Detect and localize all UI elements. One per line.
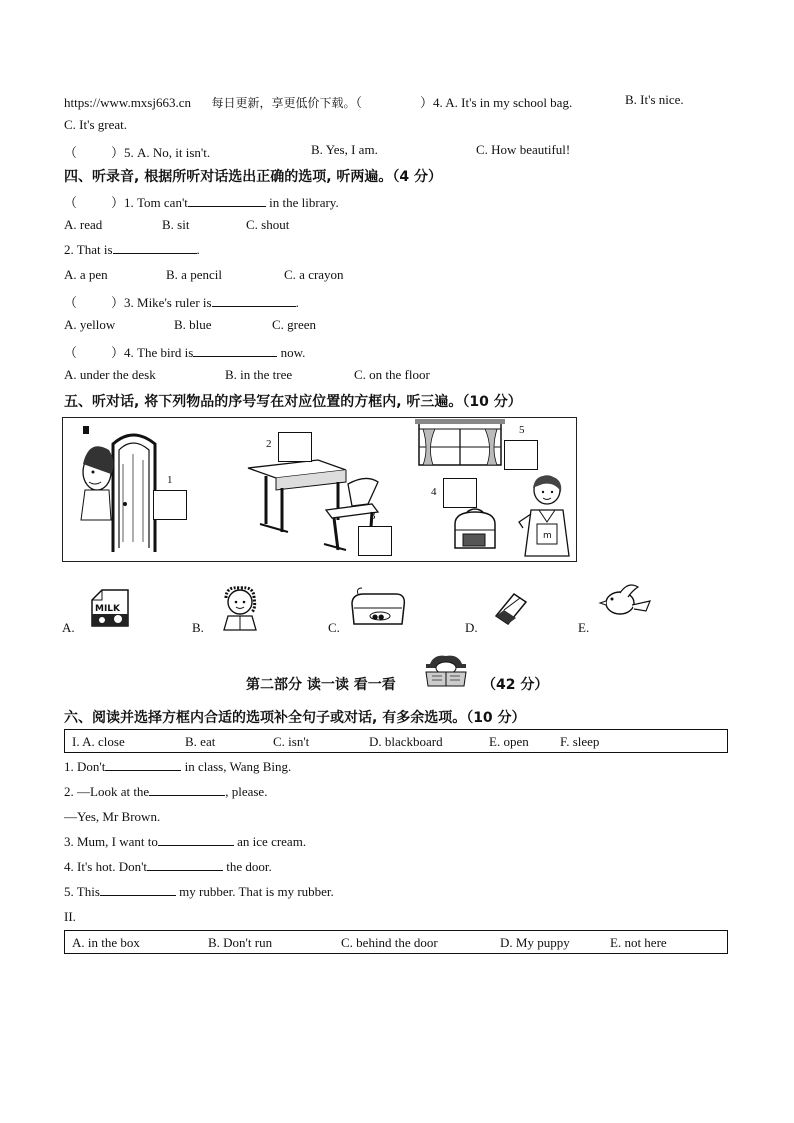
box-number-1: 1	[167, 474, 173, 486]
box2-option: B. Don't run	[208, 935, 273, 950]
svg-text:MILK: MILK	[95, 604, 121, 614]
rubber-icon	[490, 590, 530, 630]
s4-q3-option-b: B. blue	[174, 317, 212, 332]
box1-option: F. sleep	[560, 734, 600, 749]
box1-option: I. A. close	[72, 734, 125, 749]
doll-icon	[216, 586, 266, 634]
option-label-d: D.	[465, 620, 478, 635]
s6-question-2: 2. —Look at the , please.	[64, 784, 268, 799]
section6-heading: 六、阅读并选择方框内合适的选项补全句子或对话, 有多余选项。（10 分）	[64, 710, 526, 726]
s4-q4-option-b: B. in the tree	[225, 367, 293, 382]
answer-blank[interactable]	[212, 295, 296, 307]
s4-q1-option-c: C. shout	[246, 217, 290, 232]
answer-blank[interactable]	[147, 859, 223, 871]
answer-box-2[interactable]	[278, 432, 312, 462]
s4-q1-option-a: A. read	[64, 217, 103, 232]
answer-box-1[interactable]	[153, 490, 187, 520]
part2-title: 第二部分 读一读 看一看	[246, 677, 396, 693]
box2-option: D. My puppy	[500, 935, 570, 950]
answer-box-5[interactable]	[504, 440, 538, 470]
s4-q4-option-c: C. on the floor	[354, 367, 430, 382]
option-box-2	[64, 930, 728, 954]
option-label-e: E.	[578, 620, 590, 635]
option-box-1	[64, 729, 728, 753]
s4-question-2: 2. That is .	[64, 242, 200, 257]
section5-heading: 五、听对话, 将下列物品的序号写在对应位置的方框内, 听三遍。（10 分）	[64, 394, 522, 410]
s4-q4-option-a: A. under the desk	[64, 367, 156, 382]
q5-line: （ ）5. A. No, it isn't.	[64, 145, 211, 160]
box-number-2: 2	[266, 438, 272, 450]
section4-heading: 四、听录音, 根据所听对话选出正确的选项, 听两遍。（4 分）	[64, 169, 442, 185]
box-number-4: 4	[431, 486, 437, 498]
q4-option-c: C. It's great.	[64, 117, 127, 132]
box1-option: C. isn't	[273, 734, 310, 749]
school-bag-icon	[451, 510, 501, 552]
door-girl-icon	[75, 424, 165, 554]
header-line: https://www.mxsj663.cn 每日更新，享更低价下载。（	[64, 95, 363, 110]
s4-question-3: （ ）3. Mike's ruler is .	[64, 295, 299, 310]
site-note: 每日更新，享更低价下载。	[211, 96, 356, 110]
answer-blank[interactable]	[100, 884, 176, 896]
box-number-3: 3	[370, 510, 376, 522]
s6-question-1: 1. Don't in class, Wang Bing.	[64, 759, 292, 774]
bird-icon	[598, 583, 656, 623]
box1-option: E. open	[489, 734, 529, 749]
s6-question-2-reply: —Yes, Mr Brown.	[64, 809, 161, 824]
answer-blank[interactable]	[105, 759, 181, 771]
box2-option: E. not here	[610, 935, 667, 950]
s4-q2-option-a: A. a pen	[64, 267, 108, 282]
reading-child-icon	[424, 654, 470, 688]
answer-blank[interactable]	[149, 784, 225, 796]
s4-question-1: （ ）1. Tom can't in the library.	[64, 195, 339, 210]
option-label-b: B.	[192, 620, 204, 635]
s4-q3-option-a: A. yellow	[64, 317, 116, 332]
pencil-case-icon	[348, 590, 408, 630]
classroom-scene	[62, 417, 577, 562]
answer-blank[interactable]	[188, 195, 266, 207]
s4-q2-option-b: B. a pencil	[166, 267, 222, 282]
box2-option: C. behind the door	[341, 935, 438, 950]
svg-text:●●: ●●	[372, 613, 385, 621]
box-number-5: 5	[519, 424, 525, 436]
site-url: https://www.mxsj663.cn	[64, 95, 191, 110]
part-ii-label: II.	[64, 909, 76, 924]
svg-text:m: m	[543, 531, 552, 541]
box2-option: A. in the box	[72, 935, 140, 950]
answer-blank[interactable]	[158, 834, 234, 846]
q5-option-a: ）5. A. No, it isn't.	[111, 145, 211, 160]
answer-box-4[interactable]	[443, 478, 477, 508]
s6-question-4: 4. It's hot. Don't the door.	[64, 859, 272, 874]
box1-option: B. eat	[185, 734, 216, 749]
mother-icon	[519, 474, 573, 558]
option-label-a: A.	[62, 620, 75, 635]
s4-question-4: （ ）4. The bird is now.	[64, 345, 306, 360]
answer-blank[interactable]	[113, 242, 197, 254]
s4-q2-option-c: C. a crayon	[284, 267, 344, 282]
q4-option-b: B. It's nice.	[625, 92, 684, 107]
s4-q3-option-c: C. green	[272, 317, 317, 332]
s6-question-3: 3. Mum, I want to an ice cream.	[64, 834, 307, 849]
box1-option: D. blackboard	[369, 734, 443, 749]
s4-q1-option-b: B. sit	[162, 217, 190, 232]
answer-blank[interactable]	[193, 345, 277, 357]
answer-box-3[interactable]	[358, 526, 392, 556]
option-label-c: C.	[328, 620, 340, 635]
window-icon	[415, 419, 507, 467]
q5-option-b: B. Yes, I am.	[311, 142, 378, 157]
q4-option-a: ）4. A. It's in my school bag.	[420, 95, 573, 110]
part2-score: （42 分）	[482, 677, 549, 693]
milk-carton-icon	[88, 586, 134, 630]
s6-question-5: 5. This my rubber. That is my rubber.	[64, 884, 334, 899]
q5-option-c: C. How beautiful!	[476, 142, 571, 157]
